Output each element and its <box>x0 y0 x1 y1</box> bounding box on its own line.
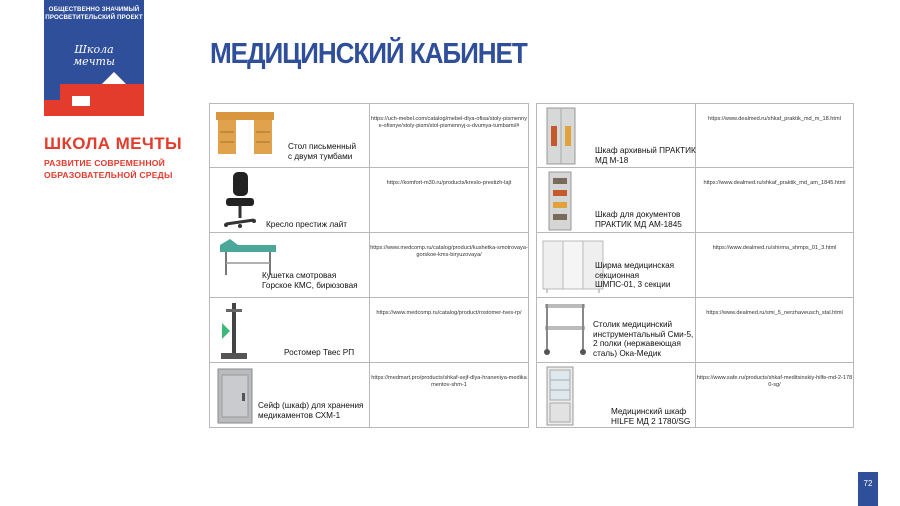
product-link[interactable]: https://www.safe.ru/products/shkaf-meditsinskiy-hilfe-md-2-1780-sg/ <box>696 375 853 388</box>
equipment-name: Шкаф архивный ПРАКТИК МД М-18 <box>595 146 696 165</box>
brand-banner <box>44 0 144 116</box>
product-link[interactable]: https://www.dealmed.ru/shirma_shmps_01_3.html <box>712 245 837 251</box>
office-chair-icon <box>220 170 260 235</box>
product-link[interactable]: https://www.dealmed.ru/smi_5_nerzhaveusch_stal.html <box>706 310 843 316</box>
project-tagline: ОБЩЕСТВЕННО ЗНАЧИМЫЙ ПРОСВЕТИТЕЛЬСКИЙ ПРОЕКТ <box>45 6 143 21</box>
page-number: 72 <box>858 472 878 506</box>
product-link[interactable]: https://www.medcomp.ru/catalog/product/rostomer-tves-rp/ <box>376 310 522 316</box>
product-link[interactable]: https://uch-mebel.com/catalog/mebel-dlya-ofisa/stoly-pismennye-ofisnye/stoly-pism/stol-pismennyj-s-dvumya-tumbami/# <box>370 116 528 129</box>
product-link[interactable]: https://www.medcomp.ru/catalog/product/kushetka-smotrovaya-gorskoe-kms-biryuzovaya/ <box>370 245 528 258</box>
right-table-row <box>537 298 853 363</box>
school-logo-text: Школа мечты <box>73 43 115 68</box>
equipment-name: Сейф (шкаф) для хранения медикаментов СХМ-1 <box>258 401 364 420</box>
left-table-row <box>210 363 528 429</box>
product-link[interactable]: https://komfort-m30.ru/products/kreslo-prestizh-lajt <box>386 180 512 186</box>
equipment-name: Кушетка смотровая Горское КМС, бирюзовая <box>262 271 358 290</box>
equipment-name: Кресло престиж лайт <box>266 220 348 229</box>
equipment-name: Стол письменный с двумя тумбами <box>288 142 357 161</box>
product-link[interactable]: https://www.dealmed.ru/shkaf_praktik_md_m_18.html <box>708 116 841 122</box>
right-table-row <box>537 168 853 233</box>
right-table-row <box>537 363 853 429</box>
height-meter-icon <box>218 301 252 366</box>
left-equipment-table <box>209 103 529 428</box>
equipment-name: Ширма медицинская секционная ШМПС-01, 3 секции <box>595 261 675 290</box>
left-table-row <box>210 168 528 233</box>
equipment-name: Шкаф для документов ПРАКТИК МД АМ-1845 <box>595 210 682 229</box>
page-title: МЕДИЦИНСКИЙ КАБИНЕТ <box>210 38 527 70</box>
equipment-name: Ростомер Твес РП <box>284 348 355 357</box>
product-link[interactable]: https://medmart.pro/products/shkaf-sejf-dlya-hraneniya-medikamentov-shm-1 <box>371 375 527 388</box>
left-table-row <box>210 298 528 363</box>
document-cabinet-icon <box>545 170 575 237</box>
brand-subtitle: РАЗВИТИЕ СОВРЕМЕННОЙ ОБРАЗОВАТЕЛЬНОЙ СРЕДЫ <box>44 158 173 180</box>
brand-name: ШКОЛА МЕЧТЫ <box>44 134 183 153</box>
archive-cabinet-icon <box>543 106 579 171</box>
medical-cabinet-icon <box>543 365 577 432</box>
right-equipment-table <box>536 103 854 428</box>
right-table-row <box>537 104 853 168</box>
left-table-row <box>210 233 528 298</box>
equipment-name: Столик медицинский инструментальный Сми-5, 2 полки (нержавеющая сталь) Ока-Медик <box>593 320 694 358</box>
equipment-name: Медицинский шкаф HILFE МД 2 1780/SG <box>611 407 691 426</box>
product-link[interactable]: https://www.dealmed.ru/shkaf_praktik_md_am_1845.html <box>703 180 846 186</box>
instrument-trolley-icon <box>541 300 591 361</box>
left-table-row <box>210 104 528 168</box>
safe-cabinet-icon <box>214 367 258 430</box>
right-table-row <box>537 233 853 298</box>
desk-icon <box>214 108 276 161</box>
